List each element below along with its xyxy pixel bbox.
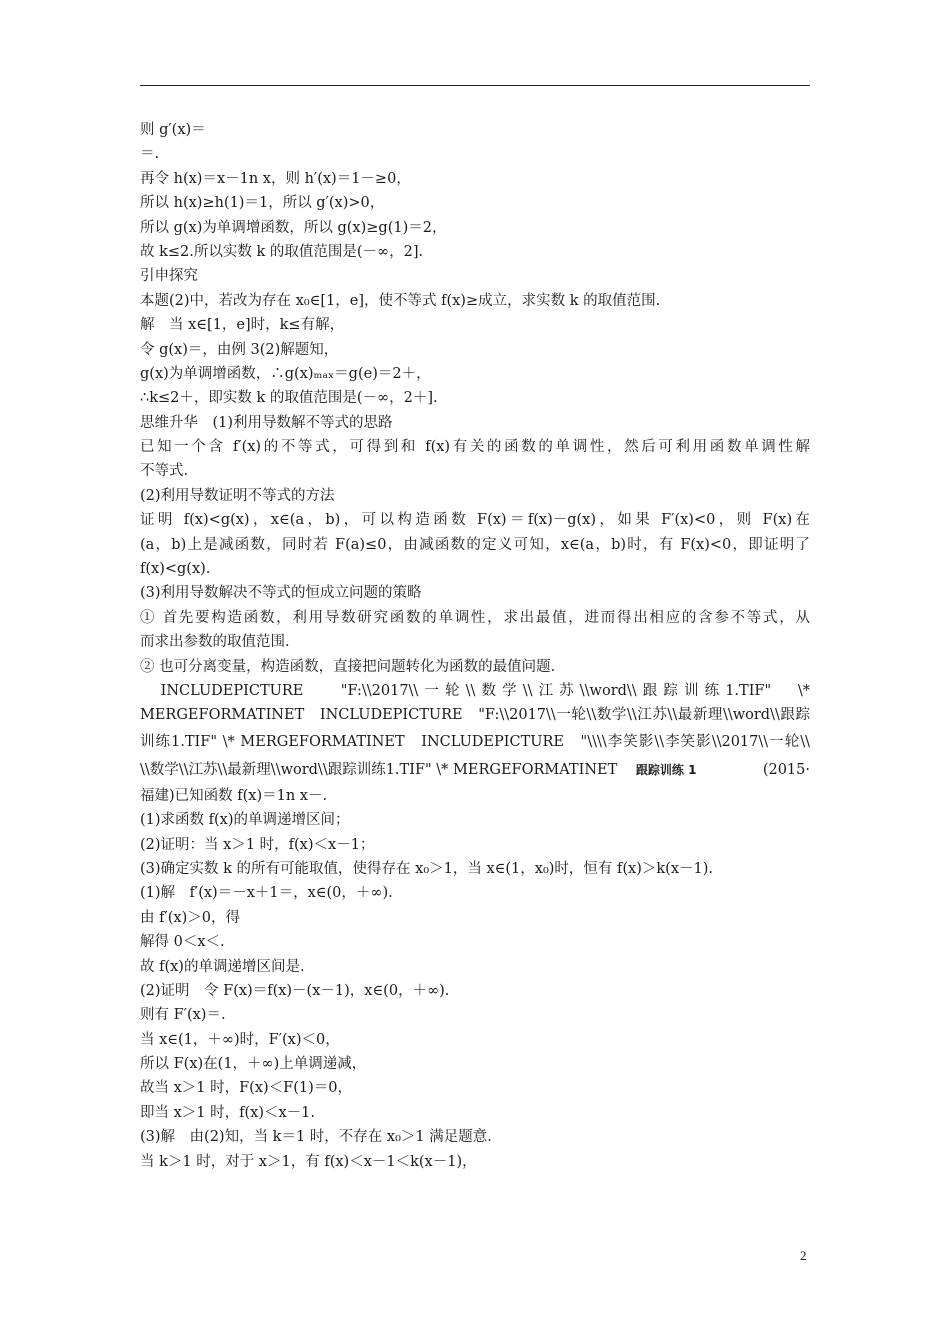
text-line: 则有 F′(x)＝. xyxy=(140,1007,226,1024)
text-line: 已知一个含 f′(x)的不等式，可得到和 f(x)有关的函数的单调性，然后可利用函数单调性解 xyxy=(140,439,810,456)
text-line: (2)利用导数证明不等式的方法 xyxy=(140,487,335,504)
text-line: 不等式. xyxy=(140,463,189,480)
text-line: 令 g(x)＝，由例 3(2)解题知， xyxy=(140,341,339,358)
text-line: 解 当 x∈[1，e]时，k≤有解， xyxy=(140,317,345,334)
field-code-line-with-label xyxy=(140,756,810,784)
text-line: 由 f′(x)＞0，得 xyxy=(140,909,240,926)
text-line: ① 首先要构造函数，利用导数研究函数的单调性，求出最值，进而得出相应的含参不等式，从 xyxy=(140,609,810,626)
text-line: 所以 h(x)≥h(1)＝1，所以 g′(x)>0， xyxy=(140,195,385,212)
text-line: 故 f(x)的单调递增区间是. xyxy=(140,958,305,975)
text-line: (3)利用导数解决不等式的恒成立问题的策略 xyxy=(140,585,422,602)
text-line: 故当 x＞1 时，F(x)＜F(1)＝0， xyxy=(140,1080,352,1097)
page-number: 2 xyxy=(800,1248,807,1263)
text-line: (1)求函数 f(x)的单调递增区间； xyxy=(140,812,350,829)
document-body xyxy=(140,118,810,1174)
text-line: ∴k≤2＋，即实数 k 的取值范围是(－∞，2＋]. xyxy=(140,390,438,407)
label-tail: (2015· xyxy=(762,761,810,778)
text-line: 所以 F(x)在(1，＋∞)上单调递减， xyxy=(140,1056,367,1073)
text-line: f(x)<g(x). xyxy=(140,561,211,578)
text-line: (a，b)上是减函数，同时若 F(a)≤0，由减函数的定义可知，x∈(a，b)时，有 F(x)<0，即证明了 xyxy=(140,536,810,553)
field-code-text: \\数学\\江苏\\最新理\\word\\跟踪训练1.TIF" \* MERGEFORMATINET xyxy=(140,761,618,778)
header-rule xyxy=(140,85,810,86)
text-line: (3)确定实数 k 的所有可能取值，使得存在 x₀＞1，当 x∈(1，x₀)时，恒有 f(x)＞k(x－1). xyxy=(140,860,713,877)
text-line: 故 k≤2.所以实数 k 的取值范围是(－∞，2]. xyxy=(140,243,424,260)
text-line: (2)证明 令 F(x)＝f(x)－(x－1)，x∈(0，＋∞). xyxy=(140,982,450,999)
text-line: (2)证明：当 x＞1 时，f(x)＜x－1； xyxy=(140,836,375,853)
section-heading: 思维升华 (1)利用导数解不等式的思路 xyxy=(140,414,393,431)
text-line: ＝. xyxy=(140,146,160,163)
text-line: 福建)已知函数 f(x)＝1n x－. xyxy=(140,787,328,804)
section-heading: 引申探究 xyxy=(140,268,198,285)
text-line: 即当 x＞1 时，f(x)＜x－1. xyxy=(140,1104,315,1121)
text-line: 所以 g(x)为单调增函数，所以 g(x)≥g(1)＝2， xyxy=(140,219,447,236)
field-code-line: INCLUDEPICTURE "F:\\2017\\一轮\\数学\\江苏\\word\\跟踪训练1.TIF" \* xyxy=(140,682,810,699)
text-line: 当 k＞1 时，对于 x＞1，有 f(x)＜x－1＜k(x－1)， xyxy=(140,1153,477,1170)
field-code-line: MERGEFORMATINET INCLUDEPICTURE "F:\\2017\\一轮\\数学\\江苏\\最新理\\word\\跟踪 xyxy=(140,707,810,724)
text-line: 而求出参数的取值范围. xyxy=(140,634,290,651)
text-line: 则 g′(x)＝ xyxy=(140,122,206,138)
text-line: 再令 h(x)＝x－1n x，则 h′(x)＝1－≥0， xyxy=(140,170,411,187)
text-line: ② 也可分离变量，构造函数，直接把问题转化为函数的最值问题. xyxy=(140,658,556,675)
field-code-line: 训练1.TIF" \* MERGEFORMATINET INCLUDEPICTURE "\\\\李笑影\\李笑影\\2017\\一轮\\ xyxy=(140,733,810,750)
text-line: 当 x∈(1，＋∞)时，F′(x)＜0， xyxy=(140,1031,340,1048)
tracking-training-label: 跟踪训练 1 xyxy=(635,762,697,777)
text-line: 本题(2)中，若改为存在 x₀∈[1，e]，使不等式 f(x)≥成立，求实数 k 的取值范围. xyxy=(140,292,661,309)
text-line: 证明 f(x)<g(x)，x∈(a，b)，可以构造函数 F(x)＝f(x)－g(x)，如果 F′(x)<0，则 F(x)在 xyxy=(140,512,810,529)
text-line: (1)解 f′(x)＝－x＋1＝，x∈(0，＋∞). xyxy=(140,885,393,902)
text-line: g(x)为单调增函数，∴g(x)ₘₐₓ＝g(e)＝2＋， xyxy=(140,365,431,382)
text-line: (3)解 由(2)知，当 k＝1 时，不存在 x₀＞1 满足题意. xyxy=(140,1129,492,1146)
text-line: 解得 0＜x＜. xyxy=(140,934,225,951)
